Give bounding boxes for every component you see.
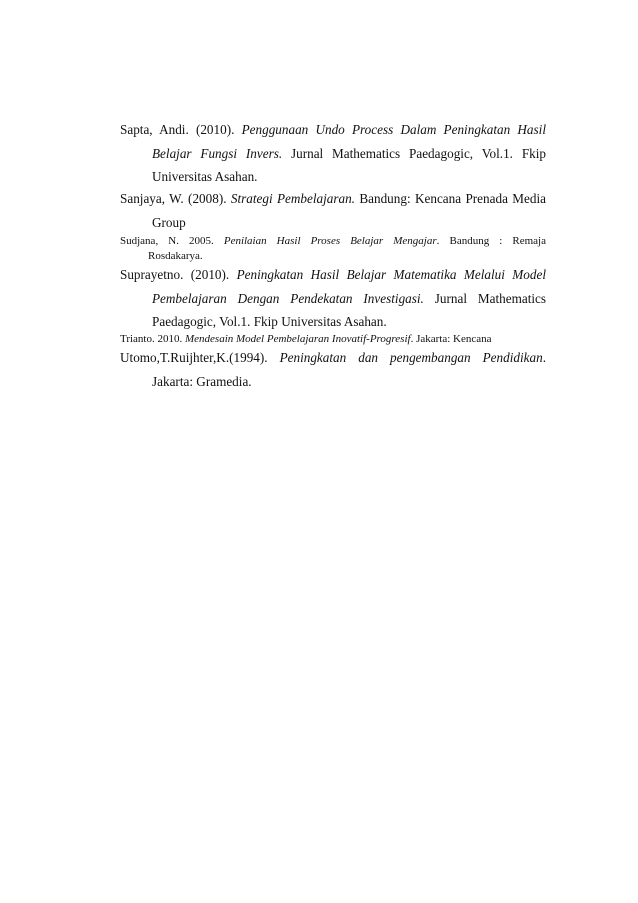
reference-line: Sudjana, N. 2005. Penilaian Hasil Proses Belajar Mengajar. Bandung : Remaja bbox=[120, 235, 546, 247]
reference-line: Belajar Fungsi Invers. Jurnal Mathematics Paedagogic, Vol.1. Fkip bbox=[152, 145, 546, 161]
reference-line: Sapta, Andi. (2010). Penggunaan Undo Process Dalam Peningkatan Hasil bbox=[120, 122, 546, 137]
reference-suprayetno bbox=[120, 263, 546, 334]
reference-line: Sanjaya, W. (2008). Strategi Pembelajaran. Bandung: Kencana Prenada Media bbox=[120, 191, 546, 206]
reference-sapta bbox=[120, 118, 546, 189]
reference-line: Suprayetno. (2010). Peningkatan Hasil Belajar Matematika Melalui Model bbox=[120, 267, 546, 282]
reference-line: Paedagogic, Vol.1. Fkip Universitas Asahan. bbox=[152, 314, 387, 329]
reference-line: Pembelajaran Dengan Pendekatan Investigasi. Jurnal Mathematics bbox=[152, 290, 547, 306]
reference-line: Group bbox=[152, 214, 186, 230]
reference-line: Universitas Asahan. bbox=[152, 169, 258, 184]
reference-line: Utomo,T.Ruijhter,K.(1994). Peningkatan dan pengembangan Pendidikan. bbox=[120, 350, 546, 365]
reference-line: Trianto. 2010. Mendesain Model Pembelajaran Inovatif-Progresif. Jakarta: Kencana bbox=[120, 333, 492, 345]
reference-line: Rosdakarya. bbox=[148, 249, 203, 262]
reference-line: Jakarta: Gramedia. bbox=[152, 373, 252, 389]
reference-utomo bbox=[120, 346, 546, 393]
reference-trianto bbox=[120, 332, 546, 347]
reference-sanjaya bbox=[120, 187, 546, 234]
reference-sudjana bbox=[120, 234, 546, 263]
